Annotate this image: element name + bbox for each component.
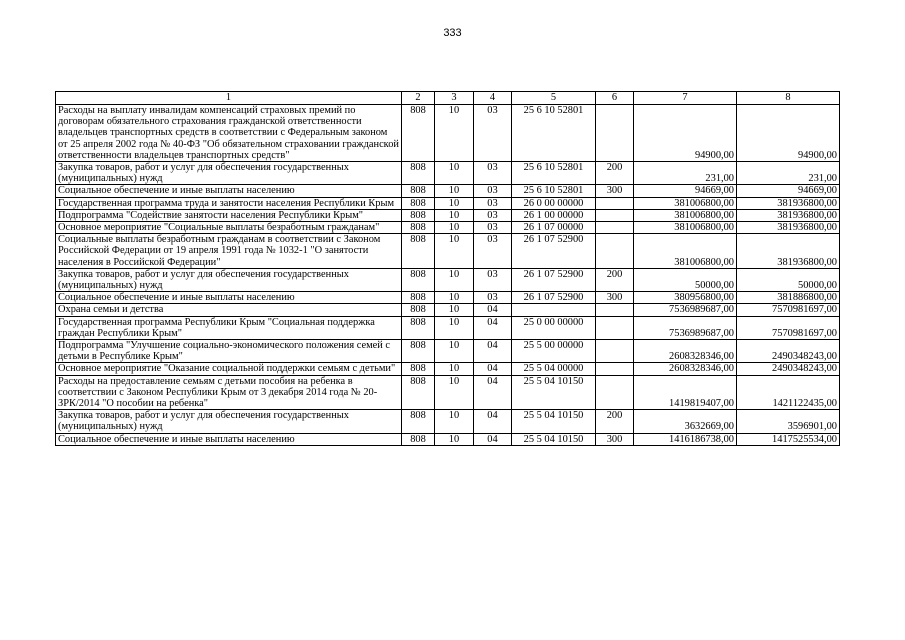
table-row [56, 268, 840, 291]
target-article-cell: 26 1 07 52900 [512, 234, 596, 269]
section-cell: 10 [435, 304, 474, 316]
section-cell: 10 [435, 209, 474, 221]
subsection-cell: 04 [474, 304, 512, 316]
amount-year2-cell: 231,00 [737, 162, 840, 185]
row-name-cell: Социальное обеспечение и иные выплаты населению [56, 433, 402, 445]
row-name-cell: Закупка товаров, работ и услуг для обеспечения государственных (муниципальных) нужд [56, 410, 402, 433]
table-row [56, 162, 840, 185]
table-row [56, 316, 840, 339]
amount-year2-cell: 3596901,00 [737, 410, 840, 433]
section-cell: 10 [435, 433, 474, 445]
column-header: 1 [56, 92, 402, 105]
section-cell: 10 [435, 410, 474, 433]
section-cell: 10 [435, 375, 474, 410]
table-row [56, 410, 840, 433]
target-article-cell: 25 5 04 10150 [512, 375, 596, 410]
table-row [56, 304, 840, 316]
section-cell: 10 [435, 162, 474, 185]
row-name-cell: Основное мероприятие "Социальные выплаты безработным гражданам" [56, 222, 402, 234]
expense-type-cell: 300 [596, 185, 634, 197]
section-cell: 10 [435, 185, 474, 197]
section-cell: 10 [435, 340, 474, 363]
column-header: 6 [596, 92, 634, 105]
column-header: 4 [474, 92, 512, 105]
header-row [56, 92, 840, 105]
row-name-cell: Подпрограмма "Улучшение социально-экономического положения семей с детьми в Республике Крым" [56, 340, 402, 363]
admin-code-cell: 808 [402, 340, 435, 363]
amount-year2-cell: 50000,00 [737, 268, 840, 291]
expense-type-cell [596, 375, 634, 410]
subsection-cell: 03 [474, 292, 512, 304]
row-name-cell: Подпрограмма "Содействие занятости населения Республики Крым" [56, 209, 402, 221]
target-article-cell: 25 5 04 00000 [512, 363, 596, 375]
subsection-cell: 03 [474, 268, 512, 291]
admin-code-cell: 808 [402, 316, 435, 339]
admin-code-cell: 808 [402, 375, 435, 410]
amount-year2-cell: 7570981697,00 [737, 316, 840, 339]
page-number: 333 [443, 27, 462, 39]
target-article-cell: 26 0 00 00000 [512, 197, 596, 209]
subsection-cell: 04 [474, 433, 512, 445]
subsection-cell: 03 [474, 197, 512, 209]
row-name-cell: Расходы на предоставление семьям с детьми пособия на ребенка в соответствии с Законом Республики Крым от 3 декабря 2014 года № 20-ЗРК/2014 "О пособии на ребенка" [56, 375, 402, 410]
row-name-cell: Социальные выплаты безработным гражданам в соответствии с Законом Российской Федерации от 19 апреля 1991 года № 1032-1 "О занятости населения в Российской Федерации" [56, 234, 402, 269]
expense-type-cell [596, 222, 634, 234]
column-header: 2 [402, 92, 435, 105]
amount-year2-cell: 381936800,00 [737, 234, 840, 269]
target-article-cell: 26 1 07 52900 [512, 268, 596, 291]
admin-code-cell: 808 [402, 363, 435, 375]
table-row [56, 185, 840, 197]
expense-type-cell [596, 105, 634, 162]
row-name-cell: Социальное обеспечение и иные выплаты населению [56, 185, 402, 197]
row-name-cell: Социальное обеспечение и иные выплаты населению [56, 292, 402, 304]
expense-type-cell: 200 [596, 410, 634, 433]
target-article-cell: 25 6 10 52801 [512, 105, 596, 162]
amount-year2-cell: 381936800,00 [737, 209, 840, 221]
target-article-cell: 26 1 07 00000 [512, 222, 596, 234]
row-name-cell: Охрана семьи и детства [56, 304, 402, 316]
section-cell: 10 [435, 363, 474, 375]
table-row [56, 105, 840, 162]
table-row [56, 433, 840, 445]
amount-year1-cell: 3632669,00 [634, 410, 737, 433]
row-name-cell: Закупка товаров, работ и услуг для обеспечения государственных (муниципальных) нужд [56, 268, 402, 291]
target-article-cell: 25 5 04 10150 [512, 433, 596, 445]
target-article-cell: 25 0 00 00000 [512, 316, 596, 339]
expense-type-cell [596, 363, 634, 375]
amount-year1-cell: 2608328346,00 [634, 340, 737, 363]
table-row [56, 292, 840, 304]
amount-year1-cell: 381006800,00 [634, 222, 737, 234]
amount-year1-cell: 7536989687,00 [634, 316, 737, 339]
admin-code-cell: 808 [402, 410, 435, 433]
amount-year1-cell: 50000,00 [634, 268, 737, 291]
row-name-cell: Государственная программа труда и занятости населения Республики Крым [56, 197, 402, 209]
amount-year2-cell: 94900,00 [737, 105, 840, 162]
admin-code-cell: 808 [402, 197, 435, 209]
admin-code-cell: 808 [402, 268, 435, 291]
amount-year2-cell: 1417525534,00 [737, 433, 840, 445]
expense-type-cell: 300 [596, 292, 634, 304]
column-header: 3 [435, 92, 474, 105]
expense-type-cell [596, 340, 634, 363]
column-header: 5 [512, 92, 596, 105]
amount-year1-cell: 231,00 [634, 162, 737, 185]
table-row [56, 340, 840, 363]
admin-code-cell: 808 [402, 304, 435, 316]
section-cell: 10 [435, 197, 474, 209]
section-cell: 10 [435, 105, 474, 162]
subsection-cell: 04 [474, 340, 512, 363]
amount-year2-cell: 94669,00 [737, 185, 840, 197]
subsection-cell: 04 [474, 410, 512, 433]
subsection-cell: 03 [474, 222, 512, 234]
target-article-cell: 26 1 00 00000 [512, 209, 596, 221]
admin-code-cell: 808 [402, 185, 435, 197]
section-cell: 10 [435, 234, 474, 269]
admin-code-cell: 808 [402, 209, 435, 221]
expense-type-cell [596, 209, 634, 221]
section-cell: 10 [435, 316, 474, 339]
admin-code-cell: 808 [402, 292, 435, 304]
amount-year2-cell: 2490348243,00 [737, 363, 840, 375]
admin-code-cell: 808 [402, 433, 435, 445]
expense-type-cell: 300 [596, 433, 634, 445]
subsection-cell: 03 [474, 105, 512, 162]
amount-year1-cell: 1419819407,00 [634, 375, 737, 410]
table-row [56, 234, 840, 269]
expense-type-cell [596, 197, 634, 209]
subsection-cell: 03 [474, 209, 512, 221]
table-body [56, 92, 840, 446]
table-row [56, 375, 840, 410]
section-cell: 10 [435, 268, 474, 291]
subsection-cell: 03 [474, 234, 512, 269]
amount-year1-cell: 94900,00 [634, 105, 737, 162]
row-name-cell: Расходы на выплату инвалидам компенсаций страховых премий по договорам обязательного страхования гражданской ответственности владельцев транспортных средств в соответствии с Федеральным законом от 25 апреля 2002 года № 40-ФЗ "Об обязательном страховании гражданской ответственности владельцев транспортных средств" [56, 105, 402, 162]
amount-year1-cell: 380956800,00 [634, 292, 737, 304]
expense-type-cell: 200 [596, 268, 634, 291]
row-name-cell: Закупка товаров, работ и услуг для обеспечения государственных (муниципальных) нужд [56, 162, 402, 185]
table-row [56, 209, 840, 221]
target-article-cell: 25 6 10 52801 [512, 162, 596, 185]
target-article-cell: 25 5 04 10150 [512, 410, 596, 433]
table-row [56, 197, 840, 209]
subsection-cell: 04 [474, 316, 512, 339]
subsection-cell: 04 [474, 363, 512, 375]
amount-year1-cell: 94669,00 [634, 185, 737, 197]
budget-table [55, 91, 840, 446]
admin-code-cell: 808 [402, 234, 435, 269]
amount-year1-cell: 381006800,00 [634, 234, 737, 269]
amount-year2-cell: 381936800,00 [737, 222, 840, 234]
expense-type-cell [596, 316, 634, 339]
amount-year1-cell: 2608328346,00 [634, 363, 737, 375]
amount-year2-cell: 381886800,00 [737, 292, 840, 304]
subsection-cell: 03 [474, 162, 512, 185]
column-header: 7 [634, 92, 737, 105]
subsection-cell: 04 [474, 375, 512, 410]
amount-year2-cell: 1421122435,00 [737, 375, 840, 410]
expense-type-cell [596, 304, 634, 316]
amount-year1-cell: 7536989687,00 [634, 304, 737, 316]
column-header: 8 [737, 92, 840, 105]
amount-year2-cell: 7570981697,00 [737, 304, 840, 316]
row-name-cell: Основное мероприятие "Оказание социальной поддержки семьям с детьми" [56, 363, 402, 375]
amount-year1-cell: 381006800,00 [634, 197, 737, 209]
amount-year1-cell: 1416186738,00 [634, 433, 737, 445]
amount-year1-cell: 381006800,00 [634, 209, 737, 221]
target-article-cell: 26 1 07 52900 [512, 292, 596, 304]
admin-code-cell: 808 [402, 162, 435, 185]
target-article-cell [512, 304, 596, 316]
section-cell: 10 [435, 222, 474, 234]
expense-type-cell [596, 234, 634, 269]
amount-year2-cell: 2490348243,00 [737, 340, 840, 363]
subsection-cell: 03 [474, 185, 512, 197]
expense-type-cell: 200 [596, 162, 634, 185]
target-article-cell: 25 6 10 52801 [512, 185, 596, 197]
admin-code-cell: 808 [402, 105, 435, 162]
table-row [56, 363, 840, 375]
amount-year2-cell: 381936800,00 [737, 197, 840, 209]
section-cell: 10 [435, 292, 474, 304]
admin-code-cell: 808 [402, 222, 435, 234]
table-row [56, 222, 840, 234]
target-article-cell: 25 5 00 00000 [512, 340, 596, 363]
row-name-cell: Государственная программа Республики Крым "Социальная поддержка граждан Республики Крым" [56, 316, 402, 339]
